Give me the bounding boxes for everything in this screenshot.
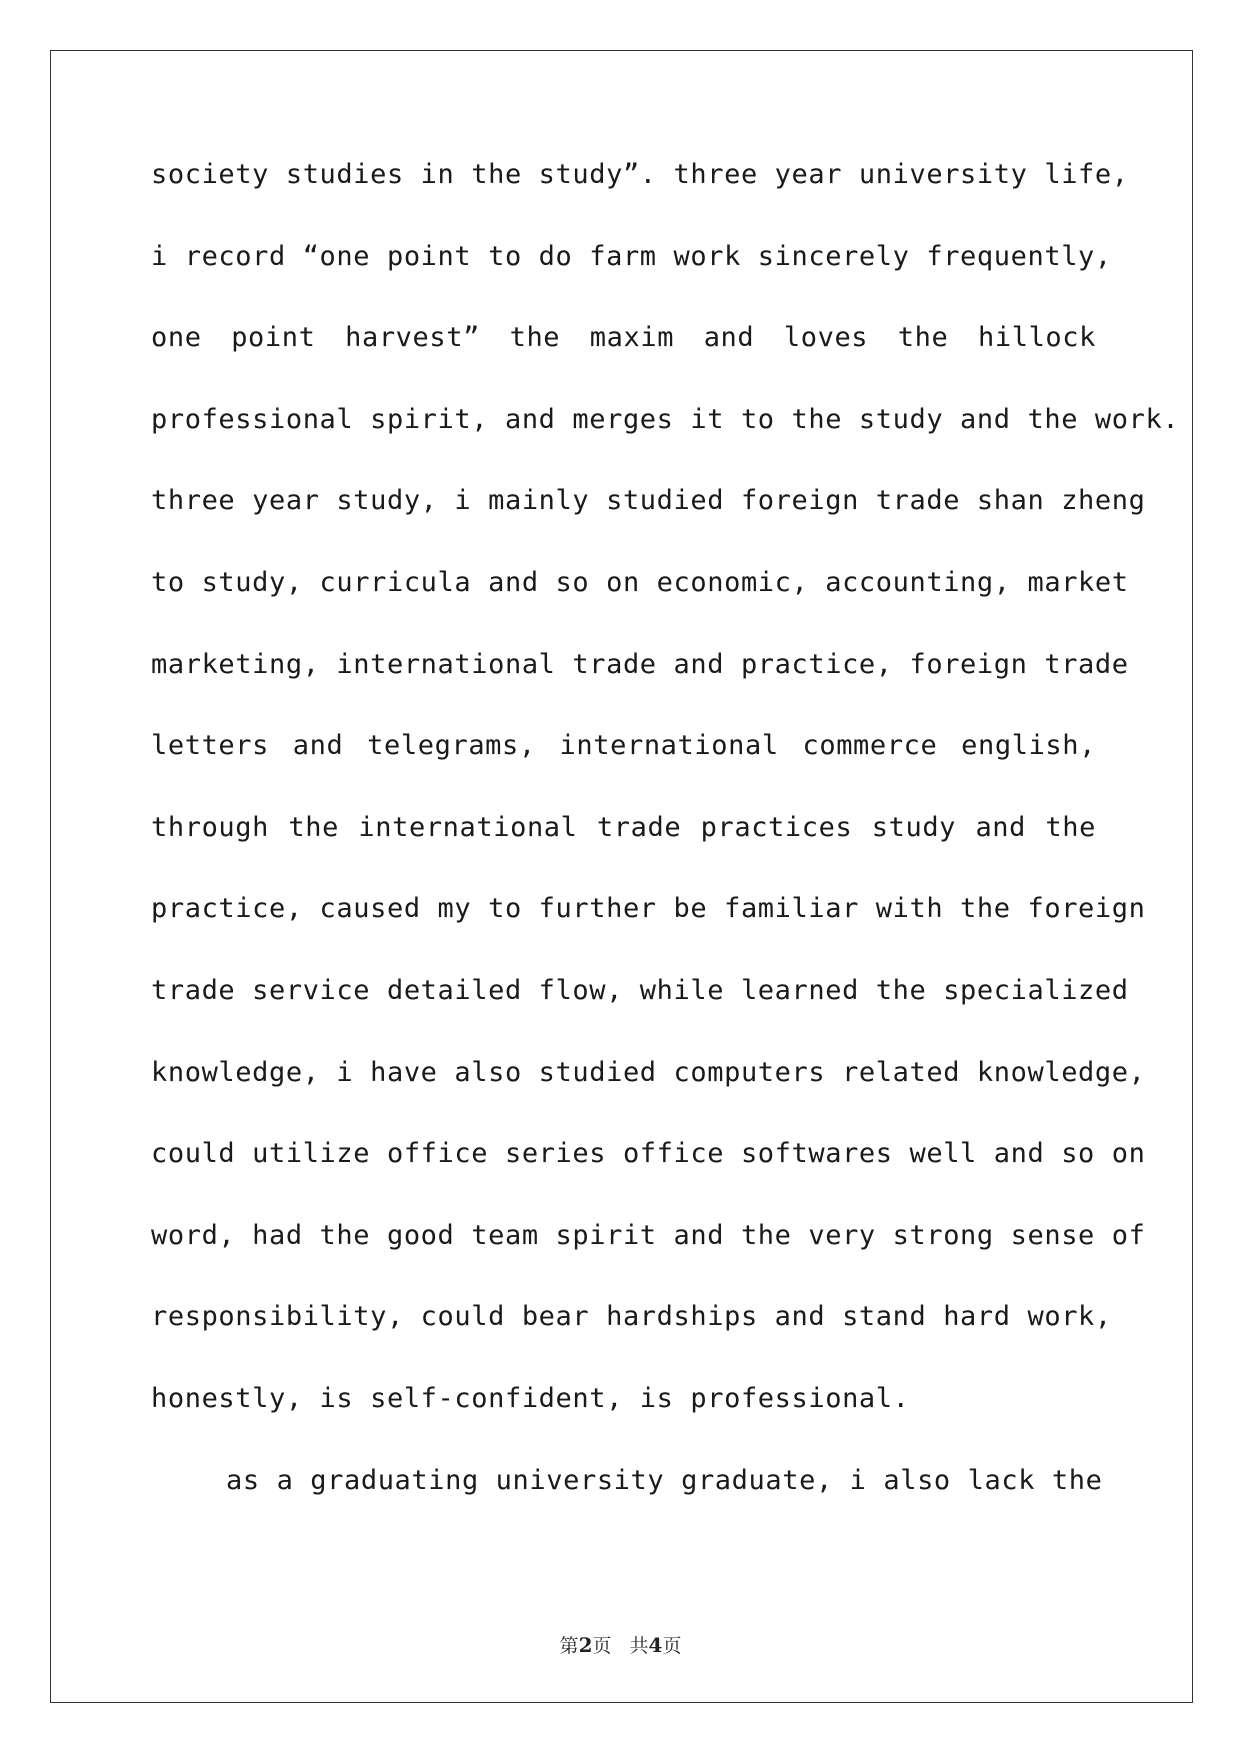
text-line: knowledge, i have also studied computers related knowledge, bbox=[151, 1056, 1146, 1088]
page-suffix: 页 bbox=[592, 1635, 612, 1657]
body-text bbox=[151, 157, 1180, 1544]
text-line-paragraph-start: as a graduating university graduate, i also lack the bbox=[226, 1464, 1103, 1496]
text-line: could utilize office series office softwares well and so on bbox=[151, 1138, 1146, 1170]
text-line: three year study, i mainly studied foreign trade shan zheng bbox=[151, 485, 1146, 517]
text-line: practice, caused my to further be familiar with the foreign bbox=[151, 893, 1146, 925]
page-prefix: 第 bbox=[559, 1635, 579, 1657]
total-suffix: 页 bbox=[662, 1635, 682, 1657]
text-line: through the international trade practices study and the bbox=[151, 811, 1096, 843]
text-line: i record “one point to do farm work sincerely frequently, bbox=[151, 240, 1112, 272]
text-line: society studies in the study”. three year university life, bbox=[151, 159, 1129, 190]
page-footer bbox=[0, 1631, 1241, 1658]
text-line: professional spirit, and merges it to the study and the work. bbox=[151, 403, 1180, 435]
text-line: letters and telegrams, international commerce english, bbox=[151, 730, 1096, 762]
text-line: to study, curricula and so on economic, accounting, market bbox=[151, 566, 1129, 598]
text-line: responsibility, could bear hardships and stand hard work, bbox=[151, 1301, 1112, 1333]
text-line: marketing, international trade and practice, foreign trade bbox=[151, 648, 1129, 680]
text-line: word, had the good team spirit and the very strong sense of bbox=[151, 1219, 1146, 1251]
total-prefix: 共 bbox=[629, 1635, 649, 1657]
text-line: trade service detailed flow, while learned the specialized bbox=[151, 974, 1129, 1006]
total-pages: 4 bbox=[648, 1633, 663, 1657]
text-line: one point harvest” the maxim and loves the hillock bbox=[151, 322, 1096, 354]
page-number: 2 bbox=[578, 1633, 593, 1657]
text-line: honestly, is self-confident, is professional. bbox=[151, 1382, 910, 1414]
